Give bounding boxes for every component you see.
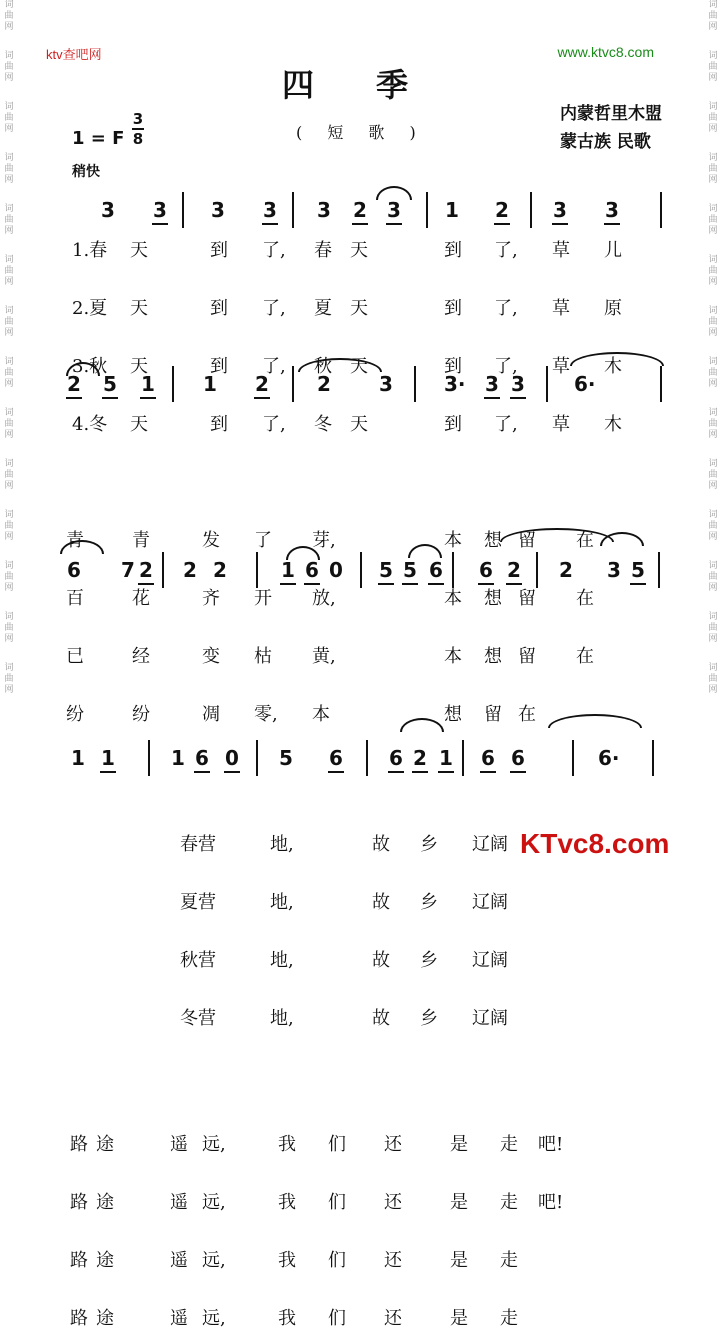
side-mark-text: 词曲网 xyxy=(708,51,718,83)
lyric-syllable: 发 xyxy=(202,530,220,551)
note: 1 xyxy=(71,746,85,770)
lyric-syllable: 还 xyxy=(384,1134,402,1155)
note: 2 xyxy=(413,746,427,770)
lyric-line xyxy=(60,1130,668,1159)
lyric-syllable: 在 xyxy=(518,704,536,725)
note: 1 xyxy=(281,558,295,582)
lyric-line xyxy=(60,410,668,439)
lyric-line xyxy=(60,236,668,265)
note: 1 xyxy=(203,372,217,396)
note: 2 xyxy=(67,372,81,396)
lyric-syllable: 路 xyxy=(70,1308,88,1329)
note: 3 xyxy=(511,372,525,396)
lyric-syllable: 想 xyxy=(444,704,462,725)
lyric-syllable: 留 xyxy=(518,588,536,609)
origin-line-1: 内蒙哲里木盟 xyxy=(560,104,662,124)
note: 5 xyxy=(403,558,417,582)
lyric-syllable: 远, xyxy=(202,1250,226,1271)
lyric-syllable: 放, xyxy=(312,588,336,609)
side-mark-text: 词曲网 xyxy=(4,102,14,134)
note: 1 xyxy=(439,746,453,770)
lyric-syllable: 天 xyxy=(350,414,368,435)
lyric-syllable: 故 xyxy=(372,950,390,971)
bar-line xyxy=(572,740,574,776)
note: 5 xyxy=(631,558,645,582)
lyric-syllable: 地, xyxy=(270,892,294,913)
lyric-line xyxy=(60,1004,668,1033)
note: 7 xyxy=(121,558,135,582)
lyric-syllable: 草 xyxy=(552,298,570,319)
note: 3 xyxy=(153,198,167,222)
key-signature: 1 = F xyxy=(72,128,125,149)
note: 6 xyxy=(511,746,525,770)
score-system xyxy=(60,192,668,232)
lyric-syllable: 路 xyxy=(70,1192,88,1213)
bar-line xyxy=(546,366,548,402)
song-title: 四季 xyxy=(282,66,471,104)
lyric-syllable: 们 xyxy=(328,1192,346,1213)
note: 6 xyxy=(195,746,209,770)
lyric-line xyxy=(60,1188,668,1217)
meter-bottom: 8 xyxy=(132,130,144,148)
lyric-syllable: 了, xyxy=(494,356,518,377)
tempo-marking: 稍快 xyxy=(72,164,100,180)
side-mark-text: 词曲网 xyxy=(4,459,14,491)
lyric-syllable: 了 xyxy=(254,530,272,551)
lyric-syllable: 本 xyxy=(444,530,462,551)
lyric-syllable: 走 xyxy=(500,1308,518,1329)
side-mark-text: 词曲网 xyxy=(708,306,718,338)
lyric-syllable: 途 xyxy=(96,1308,114,1329)
time-signature xyxy=(132,110,144,148)
bar-line xyxy=(414,366,416,402)
note: 3· xyxy=(444,372,466,396)
lyric-syllable: 是 xyxy=(450,1192,468,1213)
lyric-syllable: 4.冬 xyxy=(72,414,108,435)
lyric-syllable: 1.春 xyxy=(72,240,108,261)
song-origin xyxy=(560,100,662,156)
bar-line xyxy=(292,192,294,228)
lyric-syllable: 我 xyxy=(278,1192,296,1213)
note: 3 xyxy=(485,372,499,396)
lyric-syllable: 路 xyxy=(70,1134,88,1155)
lyric-syllable: 2.夏 xyxy=(72,298,108,319)
site-name-left[interactable]: ktv查吧网 xyxy=(46,47,102,62)
lyric-syllable: 本 xyxy=(312,704,330,725)
lyric-syllable: 地, xyxy=(270,950,294,971)
lyric-syllable: 春 xyxy=(314,240,332,261)
notes-line xyxy=(60,740,668,780)
lyric-syllable: 乡 xyxy=(420,1008,438,1029)
lyric-syllable: 想 xyxy=(484,646,502,667)
lyric-syllable: 到 xyxy=(210,298,228,319)
note: 3 xyxy=(607,558,621,582)
lyric-syllable: 们 xyxy=(328,1250,346,1271)
lyric-syllable: 地, xyxy=(270,834,294,855)
note: 5 xyxy=(103,372,117,396)
lyric-syllable: 百 xyxy=(66,588,84,609)
side-mark-text: 词曲网 xyxy=(708,0,718,32)
lyric-syllable: 留 xyxy=(518,530,536,551)
lyric-syllable: 经 xyxy=(132,646,150,667)
lyric-syllable: 路 xyxy=(70,1250,88,1271)
lyric-syllable: 到 xyxy=(444,298,462,319)
note: 1 xyxy=(141,372,155,396)
note: 1 xyxy=(445,198,459,222)
side-mark-text: 词曲网 xyxy=(4,204,14,236)
bar-line xyxy=(660,366,662,402)
note: 6 xyxy=(67,558,81,582)
lyric-syllable: 是 xyxy=(450,1134,468,1155)
lyric-syllable: 天 xyxy=(130,356,148,377)
side-mark-text: 词曲网 xyxy=(4,51,14,83)
lyric-syllable: 开 xyxy=(254,588,272,609)
lyric-syllable: 故 xyxy=(372,892,390,913)
lyric-syllable: 到 xyxy=(210,356,228,377)
side-mark-text: 词曲网 xyxy=(4,510,14,542)
lyric-syllable: 本 xyxy=(444,646,462,667)
lyric-syllable: 途 xyxy=(96,1134,114,1155)
side-mark-text: 词曲网 xyxy=(4,408,14,440)
side-mark-text: 词曲网 xyxy=(4,255,14,287)
lyric-syllable: 走 xyxy=(500,1134,518,1155)
lyric-line xyxy=(60,642,668,671)
lyric-syllable: 已 xyxy=(66,646,84,667)
note: 2 xyxy=(213,558,227,582)
lyric-line xyxy=(60,946,668,975)
lyric-syllable: 了, xyxy=(262,240,286,261)
side-mark-text: 词曲网 xyxy=(4,357,14,389)
lyric-syllable: 辽阔 xyxy=(472,892,508,913)
lyric-syllable: 我 xyxy=(278,1250,296,1271)
note: 2 xyxy=(317,372,331,396)
lyric-syllable: 走 xyxy=(500,1192,518,1213)
lyric-syllable: 遥 xyxy=(170,1134,188,1155)
lyric-syllable: 故 xyxy=(372,834,390,855)
note: 6· xyxy=(574,372,596,396)
note: 2 xyxy=(495,198,509,222)
note: 3 xyxy=(387,198,401,222)
bar-line xyxy=(360,552,362,588)
lyric-syllable: 枯 xyxy=(254,646,272,667)
lyric-syllable: 了, xyxy=(494,240,518,261)
lyric-syllable: 远, xyxy=(202,1134,226,1155)
lyric-syllable: 原 xyxy=(604,298,622,319)
note: 0 xyxy=(329,558,343,582)
lyric-syllable: 远, xyxy=(202,1308,226,1329)
lyric-syllable: 我 xyxy=(278,1134,296,1155)
note: 2 xyxy=(559,558,573,582)
lyric-syllable: 乡 xyxy=(420,950,438,971)
lyric-syllable: 天 xyxy=(130,414,148,435)
lyric-syllable: 天 xyxy=(350,356,368,377)
lyric-syllable: 芽, xyxy=(312,530,336,551)
bar-line xyxy=(660,192,662,228)
side-mark-text: 词曲网 xyxy=(708,204,718,236)
note: 3 xyxy=(263,198,277,222)
watermark-logo: KTvc8.com xyxy=(520,828,670,859)
lyric-syllable: 留 xyxy=(518,646,536,667)
lyric-syllable: 远, xyxy=(202,1192,226,1213)
lyric-syllable: 留 xyxy=(484,704,502,725)
side-mark-text: 词曲网 xyxy=(4,612,14,644)
side-mark-text: 词曲网 xyxy=(4,561,14,593)
notes-line xyxy=(60,552,668,592)
note: 2 xyxy=(507,558,521,582)
lyric-syllable: 途 xyxy=(96,1250,114,1271)
side-watermark-right xyxy=(706,0,720,922)
bar-line xyxy=(366,740,368,776)
lyric-syllable: 辽阔 xyxy=(472,950,508,971)
lyric-syllable: 地, xyxy=(270,1008,294,1029)
side-mark-text: 词曲网 xyxy=(708,102,718,134)
lyric-syllable: 凋 xyxy=(202,704,220,725)
note: 2 xyxy=(353,198,367,222)
meter-top: 3 xyxy=(132,110,144,128)
lyric-syllable: 乡 xyxy=(420,834,438,855)
lyric-syllable: 乡 xyxy=(420,892,438,913)
lyric-syllable: 了, xyxy=(494,298,518,319)
lyric-syllable: 是 xyxy=(450,1250,468,1271)
lyric-syllable: 了, xyxy=(262,414,286,435)
note: 3 xyxy=(211,198,225,222)
note: 6 xyxy=(479,558,493,582)
lyric-syllable: 还 xyxy=(384,1250,402,1271)
side-mark-text: 词曲网 xyxy=(708,255,718,287)
lyric-syllable: 冬营 xyxy=(180,1008,216,1029)
lyric-syllable: 天 xyxy=(130,298,148,319)
score-system xyxy=(60,740,668,780)
lyric-syllable: 草 xyxy=(552,240,570,261)
note: 6 xyxy=(305,558,319,582)
lyric-syllable: 还 xyxy=(384,1192,402,1213)
lyric-syllable: 3.秋 xyxy=(72,356,108,377)
side-mark-text: 词曲网 xyxy=(708,408,718,440)
notes-line xyxy=(60,366,668,406)
lyric-syllable: 木 xyxy=(604,356,622,377)
lyric-syllable: 想 xyxy=(484,530,502,551)
lyric-syllable: 途 xyxy=(96,1192,114,1213)
lyric-syllable: 变 xyxy=(202,646,220,667)
lyric-syllable: 想 xyxy=(484,588,502,609)
lyric-syllable: 辽阔 xyxy=(472,1008,508,1029)
lyric-syllable: 吧! xyxy=(538,1134,564,1155)
lyric-syllable: 遥 xyxy=(170,1308,188,1329)
note: 3 xyxy=(101,198,115,222)
lyric-syllable: 天 xyxy=(350,240,368,261)
bar-line xyxy=(256,740,258,776)
lyric-syllable: 黄, xyxy=(312,646,336,667)
lyric-syllable: 们 xyxy=(328,1134,346,1155)
side-mark-text: 词曲网 xyxy=(708,153,718,185)
lyric-syllable: 天 xyxy=(130,240,148,261)
side-mark-text: 词曲网 xyxy=(4,0,14,32)
lyric-syllable: 故 xyxy=(372,1008,390,1029)
note: 1 xyxy=(171,746,185,770)
note: 2 xyxy=(255,372,269,396)
side-mark-text: 词曲网 xyxy=(708,357,718,389)
site-url-right[interactable]: www.ktvc8.com xyxy=(557,44,654,60)
side-mark-text: 词曲网 xyxy=(708,561,718,593)
lyric-syllable: 纷 xyxy=(132,704,150,725)
bar-line xyxy=(292,366,294,402)
lyric-syllable: 了, xyxy=(262,298,286,319)
lyric-syllable: 花 xyxy=(132,588,150,609)
lyric-line xyxy=(60,294,668,323)
lyric-syllable: 青 xyxy=(66,530,84,551)
note: 5 xyxy=(379,558,393,582)
lyric-syllable: 在 xyxy=(576,588,594,609)
lyric-line xyxy=(60,1246,668,1275)
notes-line xyxy=(60,192,668,232)
side-mark-text: 词曲网 xyxy=(708,612,718,644)
note: 1 xyxy=(101,746,115,770)
side-mark-text: 词曲网 xyxy=(4,663,14,695)
song-subtitle: ( 短 歌 ) xyxy=(296,123,426,142)
side-mark-text: 词曲网 xyxy=(4,306,14,338)
lyric-syllable: 遥 xyxy=(170,1192,188,1213)
note: 2 xyxy=(183,558,197,582)
bar-line xyxy=(162,552,164,588)
lyric-syllable: 齐 xyxy=(202,588,220,609)
side-mark-text: 词曲网 xyxy=(4,153,14,185)
lyric-syllable: 到 xyxy=(444,240,462,261)
lyric-syllable: 到 xyxy=(444,356,462,377)
origin-line-2: 蒙古族 民歌 xyxy=(560,132,651,152)
side-mark-text: 词曲网 xyxy=(708,510,718,542)
lyric-syllable: 们 xyxy=(328,1308,346,1329)
note: 2 xyxy=(139,558,153,582)
lyric-syllable: 了, xyxy=(262,356,286,377)
lyric-syllable: 在 xyxy=(576,530,594,551)
note: 6· xyxy=(598,746,620,770)
lyric-syllable: 青 xyxy=(132,530,150,551)
bar-line xyxy=(452,552,454,588)
bar-line xyxy=(182,192,184,228)
lyric-syllable: 在 xyxy=(576,646,594,667)
side-mark-text: 词曲网 xyxy=(708,459,718,491)
note: 3 xyxy=(317,198,331,222)
lyric-syllable: 吧! xyxy=(538,1192,564,1213)
lyric-syllable: 遥 xyxy=(170,1250,188,1271)
note: 6 xyxy=(481,746,495,770)
bar-line xyxy=(530,192,532,228)
lyric-syllable: 秋 xyxy=(314,356,332,377)
lyric-syllable: 纷 xyxy=(66,704,84,725)
lyric-syllable: 到 xyxy=(210,414,228,435)
note: 5 xyxy=(279,746,293,770)
bar-line xyxy=(652,740,654,776)
lyric-syllable: 草 xyxy=(552,414,570,435)
lyric-syllable: 走 xyxy=(500,1250,518,1271)
lyric-syllable: 零, xyxy=(254,704,278,725)
bar-line xyxy=(462,740,464,776)
bar-line xyxy=(426,192,428,228)
lyric-syllable: 还 xyxy=(384,1308,402,1329)
lyric-line xyxy=(60,888,668,917)
lyric-syllable: 夏营 xyxy=(180,892,216,913)
bar-line xyxy=(536,552,538,588)
note: 6 xyxy=(389,746,403,770)
lyric-syllable: 夏 xyxy=(314,298,332,319)
lyric-syllable: 天 xyxy=(350,298,368,319)
lyric-syllable: 冬 xyxy=(314,414,332,435)
bar-line xyxy=(658,552,660,588)
lyric-syllable: 到 xyxy=(210,240,228,261)
note: 3 xyxy=(605,198,619,222)
lyric-syllable: 木 xyxy=(604,414,622,435)
bar-line xyxy=(148,740,150,776)
lyric-syllable: 儿 xyxy=(604,240,622,261)
note: 6 xyxy=(429,558,443,582)
note: 0 xyxy=(225,746,239,770)
lyric-syllable: 秋营 xyxy=(180,950,216,971)
score-system xyxy=(60,552,668,592)
note: 6 xyxy=(329,746,343,770)
note: 3 xyxy=(379,372,393,396)
side-watermark-left xyxy=(2,0,16,922)
lyric-syllable: 春营 xyxy=(180,834,216,855)
side-mark-text: 词曲网 xyxy=(708,663,718,695)
note: 3 xyxy=(553,198,567,222)
score-system xyxy=(60,366,668,406)
lyric-syllable: 到 xyxy=(444,414,462,435)
lyric-syllable: 辽阔 xyxy=(472,834,508,855)
lyric-syllable: 了, xyxy=(494,414,518,435)
lyric-syllable: 是 xyxy=(450,1308,468,1329)
bar-line xyxy=(256,552,258,588)
lyric-syllable: 我 xyxy=(278,1308,296,1329)
lyric-syllable: 草 xyxy=(552,356,570,377)
lyric-line xyxy=(60,1304,668,1333)
lyric-syllable: 本 xyxy=(444,588,462,609)
bar-line xyxy=(172,366,174,402)
